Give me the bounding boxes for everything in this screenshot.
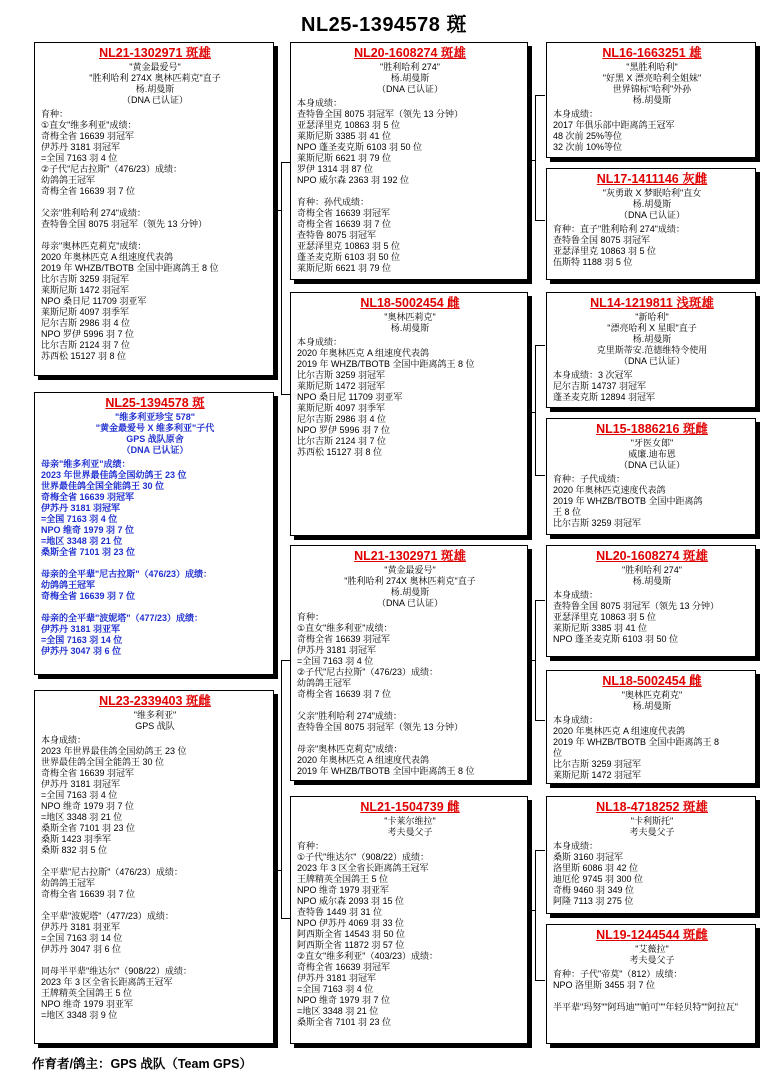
result-line: 父亲"胜利哈利 274"成绩： <box>41 208 146 218</box>
info-line: 杨.胡曼斯 <box>632 576 672 586</box>
info-line: GPS 战队 <box>135 721 175 731</box>
sire-card <box>34 42 274 376</box>
result-line: 本身成绩： <box>553 590 599 600</box>
result-line: NPO 伊苏丹 4069 羽 33 位 <box>297 918 405 928</box>
connector-line <box>535 220 545 221</box>
info-line: "卡利斯托" <box>630 816 674 826</box>
ring-number-title: NL21-1302971 斑雄 <box>99 46 211 60</box>
result-line: 奇梅全省 16639 羽 7 位 <box>41 591 136 601</box>
result-line: =地区 3348 羽 21 位 <box>41 536 123 546</box>
result-line: 2019 年 WHZB/TBOTB 全国中距离鸽王 8 位 <box>41 263 219 273</box>
result-line: 亚瑟泽里克 10863 羽 5 位 <box>553 612 657 622</box>
result-line: NPO 维奇 1979 羽亚军 <box>297 885 390 895</box>
info-line: 考夫曼父子 <box>387 827 433 837</box>
result-line <box>297 186 523 197</box>
connector-line <box>281 660 290 661</box>
result-line <box>297 700 523 711</box>
info-line: （DNA 已认证） <box>376 598 443 608</box>
info-line: 世界锦标"哈利"外孙 <box>612 84 692 94</box>
bird-info <box>553 188 751 221</box>
result-line: 2020 年奥林匹克 A 组速度代表鸽 <box>297 755 430 765</box>
info-line: 杨.胡曼斯 <box>390 587 430 597</box>
result-line: 苏西松 15127 羽 8 位 <box>41 351 127 361</box>
ring-number-title: NL25-1394578 斑 <box>105 396 205 410</box>
bird-info <box>297 312 523 334</box>
result-line: 奇梅全省 16639 羽冠军 <box>297 208 391 218</box>
bird-info <box>553 816 751 838</box>
ring-number-title: NL18-4718252 斑雄 <box>596 800 708 814</box>
result-line: 本身成绩： <box>553 841 599 851</box>
results-text <box>297 612 523 777</box>
result-line <box>41 558 269 569</box>
result-line: =全国 7163 羽 14 位 <box>41 933 123 943</box>
ancestor-card <box>546 670 756 784</box>
result-line: 奇梅全省 16639 羽 7 位 <box>297 219 392 229</box>
ancestor-card <box>546 292 756 408</box>
bird-info <box>553 312 751 367</box>
result-line: 比尔吉斯 2124 羽 7 位 <box>297 436 387 446</box>
result-line: 父亲"胜利哈利 274"成绩： <box>297 711 402 721</box>
result-line: =全国 7163 羽 4 位 <box>41 514 118 524</box>
result-line <box>41 230 269 241</box>
result-line: 查特鲁全国 8075 羽冠军（领先 13 分钟） <box>297 722 464 732</box>
ring-number-title: NL21-1504739 雌 <box>360 800 460 814</box>
result-line: 莱斯尼斯 6621 羽 79 位 <box>297 153 392 163</box>
results-text <box>553 370 751 403</box>
info-line: 杨.胡曼斯 <box>135 84 175 94</box>
result-line: NPO 罗伊 5996 羽 7 位 <box>297 425 391 435</box>
result-line: NPO 桑日尼 11709 羽亚军 <box>297 392 403 402</box>
result-line: 2020 年奥林匹克 A 组速度代表鸽 <box>553 726 686 736</box>
result-line: 比尔吉斯 3259 羽冠军 <box>297 370 386 380</box>
result-line: ②子代"尼古拉斯"（476/23）成绩： <box>41 164 182 174</box>
info-line: （DNA 已认证） <box>618 210 685 220</box>
ancestor-card <box>546 796 756 914</box>
results-text <box>297 337 523 458</box>
info-line: 杨.胡曼斯 <box>390 323 430 333</box>
result-line: 桑斯 832 羽 5 位 <box>41 845 108 855</box>
info-line: （DNA 已认证） <box>121 445 189 455</box>
result-line: 2019 年 WHZB/TBOTB 全国中距离鸽王 8 位 <box>297 359 475 369</box>
result-line: ①子代"维达尔"（908/22）成绩： <box>297 852 429 862</box>
result-line: 亚瑟泽里克 10863 羽 5 位 <box>297 120 401 130</box>
result-line: NPO 威尔森 2093 羽 15 位 <box>297 896 405 906</box>
result-line: 奇梅全省 16639 羽 7 位 <box>41 889 136 899</box>
result-line: 奇梅 9460 羽 349 位 <box>553 885 635 895</box>
bird-info <box>297 816 523 838</box>
result-line: 2023 年 3 区全省长距离鸽王冠军 <box>297 863 429 873</box>
result-line: 伊苏丹 3181 羽冠军 <box>41 142 121 152</box>
ring-number-title: NL14-1219811 浅斑雄 <box>590 296 714 310</box>
result-line: 比尔吉斯 3259 羽冠军 <box>41 274 130 284</box>
result-line: 2020 年奥林匹克 A 组速度代表鸽 <box>297 348 430 358</box>
bird-info <box>553 565 751 587</box>
grandsire-maternal-card <box>290 545 528 781</box>
bird-info <box>41 412 269 456</box>
result-line: 2019 年 WHZB/TBOTB 全国中距离鸽 <box>553 496 703 506</box>
result-line: 2017 年俱乐部中距离鸽王冠军 <box>553 120 675 130</box>
result-line: 蓬圣麦克斯 12894 羽冠军 <box>553 392 656 402</box>
result-line: 奇梅全省 16639 羽冠军 <box>41 492 135 502</box>
info-line: 杨.胡曼斯 <box>632 95 672 105</box>
results-text <box>553 224 751 268</box>
results-text <box>41 459 269 657</box>
dam-card <box>34 690 274 1044</box>
ancestor-card <box>546 42 756 158</box>
info-line: （DNA 已认证） <box>618 460 685 470</box>
results-text <box>553 969 751 1013</box>
result-line: 王 8 位 <box>553 507 582 517</box>
ancestor-card <box>546 418 756 535</box>
result-line: 世界最佳鸽全国全能鸽王 30 位 <box>41 757 165 767</box>
result-line: NPO 桑日尼 11709 羽亚军 <box>41 296 147 306</box>
result-line: 桑斯全省 7101 羽 23 位 <box>297 1017 392 1027</box>
ring-number-title: NL23-2339403 斑雌 <box>99 694 211 708</box>
result-line <box>297 733 523 744</box>
result-line: ②子代"尼古拉斯"（476/23）成绩： <box>297 667 438 677</box>
result-line: 伍斯特 1188 羽 5 位 <box>553 257 633 267</box>
result-line: 2023 年世界最佳鸽全国幼鸽王 23 位 <box>41 746 187 756</box>
connector-line <box>535 600 545 601</box>
info-line: （DNA 已认证） <box>376 84 443 94</box>
result-line: 母亲的全平辈"波妮塔"（477/23）成绩： <box>41 613 204 623</box>
result-line: 莱斯尼斯 6621 羽 79 位 <box>297 263 392 273</box>
result-line: 查特鲁全国 8075 羽冠军（领先 13 分钟） <box>41 219 208 229</box>
result-line: 本身成绩： <box>553 715 599 725</box>
result-line <box>553 991 751 1002</box>
result-line: NPO 罗伊 5996 羽 7 位 <box>41 329 135 339</box>
result-line: 尼尔吉斯 14737 羽冠军 <box>553 381 647 391</box>
result-line: 亚瑟泽里克 10863 羽 5 位 <box>553 246 657 256</box>
ancestor-card <box>546 924 756 1044</box>
result-line: 位 <box>553 748 563 758</box>
results-text <box>553 841 751 907</box>
result-line: 奇梅全省 16639 羽冠军 <box>297 634 391 644</box>
result-line: 伊苏丹 3181 羽冠军 <box>297 645 377 655</box>
ring-number-title: NL20-1608274 斑雄 <box>596 549 708 563</box>
result-line: NPO 蓬圣麦克斯 6103 羽 50 位 <box>297 142 423 152</box>
result-line: 迪厄伦 9745 羽 300 位 <box>553 874 644 884</box>
info-line: "漂亮哈利 X 星眼"直子 <box>607 323 697 333</box>
results-text <box>41 735 269 1021</box>
info-line: "维多利亚" <box>133 710 177 720</box>
result-line: 查特鲁全国 8075 羽冠军（领先 13 分钟） <box>297 109 464 119</box>
result-line: 本身成绩： <box>297 337 343 347</box>
result-line: 莱斯尼斯 1472 羽冠军 <box>297 381 386 391</box>
result-line: 蓬圣麦克斯 6103 羽 50 位 <box>297 252 401 262</box>
result-line: 本身成绩： <box>297 98 343 108</box>
result-line: ①直女"维多利亚"成绩： <box>297 623 393 633</box>
result-line: 母亲的全平辈"尼古拉斯"（476/23）成绩： <box>41 569 213 579</box>
result-line: 育种：直子"胜利哈利 274"成绩： <box>553 224 685 234</box>
result-line: 奇梅全省 16639 羽冠军 <box>41 768 135 778</box>
result-line: 伊苏丹 3181 羽亚军 <box>41 624 121 634</box>
ring-number-title: NL18-5002454 雌 <box>360 296 460 310</box>
result-line: 2023 年 3 区全省长距离鸽王冠军 <box>41 977 173 987</box>
result-line: NPO 维奇 1979 羽 7 位 <box>41 525 135 535</box>
connector-line <box>535 345 536 475</box>
result-line: 桑斯 3160 羽冠军 <box>553 852 624 862</box>
info-line: 杨.胡曼斯 <box>632 199 672 209</box>
connector-line <box>281 162 290 163</box>
result-line: 伊苏丹 3181 羽冠军 <box>41 503 121 513</box>
ring-number-title: NL21-1302971 斑雄 <box>354 549 466 563</box>
result-line: NPO 威尔森 2363 羽 192 位 <box>297 175 410 185</box>
connector-line <box>535 95 545 96</box>
result-line: 32 次前 10%等位 <box>553 142 623 152</box>
result-line: 查特鲁 8075 羽冠军 <box>297 230 377 240</box>
result-line: =全国 7163 羽 4 位 <box>297 984 374 994</box>
info-line: （DNA 已认证） <box>121 95 188 105</box>
ring-number-title: NL15-1886216 斑雌 <box>596 422 708 436</box>
result-line: 2019 年 WHZB/TBOTB 全国中距离鸽王 8 <box>553 737 720 747</box>
info-line: "黄金最爱号 X 维多利亚"子代 <box>95 423 215 433</box>
info-line: "黄金最爱号" <box>384 565 436 575</box>
bird-info <box>553 438 751 471</box>
result-line: 奇梅全省 16639 羽 7 位 <box>41 186 136 196</box>
info-line: "胜利哈利 274" <box>622 565 682 575</box>
connector-line <box>535 720 545 721</box>
result-line: =地区 3348 羽 21 位 <box>41 812 123 822</box>
result-line: 2019 年 WHZB/TBOTB 全国中距离鸽王 8 位 <box>297 766 475 776</box>
ring-number-title: NL20-1608274 斑雄 <box>354 46 466 60</box>
info-line: 威廉.迪布恩 <box>628 449 676 459</box>
result-line: 幼鸽鸽王冠军 <box>297 678 352 688</box>
result-line: =全国 7163 羽 4 位 <box>41 790 118 800</box>
ring-number-title: NL19-1244544 斑雌 <box>596 928 708 942</box>
result-line: 本身成绩： <box>553 109 599 119</box>
result-line: =地区 3348 羽 9 位 <box>41 1010 118 1020</box>
result-line: 伊苏丹 3047 羽 6 位 <box>41 944 122 954</box>
bird-info <box>41 62 269 106</box>
connector-line <box>535 95 536 220</box>
result-line: 比尔吉斯 3259 羽冠军 <box>553 759 642 769</box>
result-line: 罗伊 1314 羽 87 位 <box>297 164 374 174</box>
result-line: 莱斯尼斯 3385 羽 41 位 <box>297 131 392 141</box>
result-line: 伊苏丹 3181 羽冠军 <box>41 779 121 789</box>
info-line: "奥林匹克莉克" <box>621 690 683 700</box>
breeder-footer: 作育者/鸽主：GPS 战队（Team GPS） <box>32 1057 252 1071</box>
result-line: 莱斯尼斯 1472 羽冠军 <box>553 770 642 780</box>
result-line: 半平辈"玛努""阿玛迪""帕可""年轻贝特""阿拉瓦" <box>553 1002 738 1012</box>
bird-info <box>41 710 269 732</box>
result-line: 洛里斯 6086 羽 42 位 <box>553 863 639 873</box>
result-line: 莱斯尼斯 4097 羽季军 <box>41 307 130 317</box>
ring-number-title: NL18-5002454 雌 <box>602 674 702 688</box>
bird-info <box>553 944 751 966</box>
result-line: 比尔吉斯 3259 羽冠军 <box>553 518 642 528</box>
connector-line <box>281 918 290 919</box>
info-line: "奥林匹莉克" <box>384 312 436 322</box>
info-line: "艾薇拉" <box>635 944 669 954</box>
info-line: "好黑 X 漂亮哈利全姐妹" <box>602 73 702 83</box>
result-line: 育种： <box>297 612 325 622</box>
info-line: "维多利亚珍宝 578" <box>114 412 196 422</box>
results-text <box>553 590 751 645</box>
result-line: 桑斯 1423 羽季军 <box>41 834 112 844</box>
info-line: "卡莱尔维拉" <box>384 816 436 826</box>
result-line: NPO 维奇 1979 羽 7 位 <box>41 801 135 811</box>
info-line: 考夫曼父子 <box>629 955 675 965</box>
info-line: "新哈利" <box>635 312 669 322</box>
result-line: 2020 年奥林匹克 A 组速度代表鸽 <box>41 252 174 262</box>
result-line: ①直女"维多利亚"成绩： <box>41 120 137 130</box>
results-text <box>297 98 523 274</box>
info-line: "胜利哈利 274" <box>380 62 440 72</box>
result-line: 王牌精英全国鸽王 5 位 <box>297 874 389 884</box>
result-line: 幼鸽鸽王冠军 <box>41 580 96 590</box>
result-line: 奇梅全省 16639 羽冠军 <box>41 131 135 141</box>
result-line: 全平辈"波妮塔"（477/23）成绩： <box>41 911 174 921</box>
result-line: 2023 年世界最佳鸽全国幼鸽王 23 位 <box>41 470 187 480</box>
connector-line <box>535 600 536 720</box>
info-line: "灰勇敢 X 梦眠哈利"直女 <box>602 188 702 198</box>
result-line: =全国 7163 羽 4 位 <box>297 656 374 666</box>
granddam-paternal-card <box>290 292 528 536</box>
result-line <box>41 856 269 867</box>
result-line: NPO 维奇 1979 羽亚军 <box>41 999 134 1009</box>
result-line: 查特鲁 1449 羽 31 位 <box>297 907 383 917</box>
subject-card <box>34 392 274 675</box>
info-line: "胜利哈利 274X 奥林匹莉克"直子 <box>89 73 221 83</box>
result-line: 奇梅全省 16639 羽冠军 <box>297 962 391 972</box>
connector-line <box>535 475 545 476</box>
info-line: 考夫曼父子 <box>629 827 675 837</box>
result-line: 尼尔吉斯 2986 羽 4 位 <box>41 318 131 328</box>
result-line: 母亲"奥林匹克莉克"成绩： <box>297 744 403 754</box>
info-line: 杨.胡曼斯 <box>632 701 672 711</box>
connector-line <box>281 162 282 394</box>
info-line: "胜利哈利 274X 奥林匹莉克"直子 <box>344 576 476 586</box>
result-line: 全平辈"尼古拉斯"（476/23）成绩： <box>41 867 183 877</box>
ring-number-title: NL16-1663251 雄 <box>602 46 702 60</box>
result-line: 奇梅全省 16639 羽 7 位 <box>297 689 392 699</box>
connector-line <box>281 394 290 395</box>
result-line: NPO 维奇 1979 羽 7 位 <box>297 995 391 1005</box>
result-line: 尼尔吉斯 2986 羽 4 位 <box>297 414 387 424</box>
ancestor-card <box>546 168 756 280</box>
result-line: 苏西松 15127 羽 8 位 <box>297 447 383 457</box>
connector-line <box>535 850 536 980</box>
result-line: 育种： <box>41 109 69 119</box>
result-line: 桑斯全省 7101 羽 23 位 <box>41 547 136 557</box>
connector-line <box>281 660 282 918</box>
result-line: 本身成绩： <box>41 735 87 745</box>
result-line: 莱斯尼斯 3385 羽 41 位 <box>553 623 648 633</box>
granddam-maternal-card <box>290 796 528 1044</box>
result-line: 48 次前 25%等位 <box>553 131 623 141</box>
info-line: 杨.胡曼斯 <box>632 334 672 344</box>
connector-line <box>535 345 545 346</box>
connector-line <box>535 850 545 851</box>
result-line: 莱斯尼斯 1472 羽冠军 <box>41 285 130 295</box>
result-line <box>41 197 269 208</box>
info-line: "牙医女郎" <box>630 438 674 448</box>
result-line: 阿隆 7113 羽 275 位 <box>553 896 634 906</box>
results-text <box>297 841 523 1028</box>
result-line: 本身成绩：3 次冠军 <box>553 370 633 380</box>
result-line: =全国 7163 羽 14 位 <box>41 635 123 645</box>
info-line: GPS 战队原舍 <box>126 434 184 444</box>
result-line: ②直女"维多利亚"（403/23）成绩： <box>297 951 438 961</box>
result-line <box>41 955 269 966</box>
result-line: NPO 洛里斯 3455 羽 7 位 <box>553 980 656 990</box>
result-line: 育种： <box>297 841 325 851</box>
result-line: 查特鲁全国 8075 羽冠军 <box>553 235 651 245</box>
page-title: NL25-1394578 斑 <box>301 14 467 36</box>
result-line: 比尔吉斯 2124 羽 7 位 <box>41 340 131 350</box>
info-line: （DNA 已认证） <box>618 356 685 366</box>
result-line: 桑斯全省 7101 羽 23 位 <box>41 823 136 833</box>
result-line: 幼鸽鸽王冠军 <box>41 175 96 185</box>
result-line: =地区 3348 羽 21 位 <box>297 1006 379 1016</box>
result-line: 莱斯尼斯 4097 羽季军 <box>297 403 386 413</box>
result-line: 亚瑟泽里克 10863 羽 5 位 <box>297 241 401 251</box>
ring-number-title: NL17-1411146 灰雌 <box>596 172 708 186</box>
result-line: 同母半平辈"维达尔"（908/22）成绩： <box>41 966 192 976</box>
result-line: 阿西斯全省 14543 羽 50 位 <box>297 929 406 939</box>
result-line: 育种：子代成绩： <box>553 474 626 484</box>
bird-info <box>553 62 751 106</box>
bird-info <box>297 62 523 95</box>
info-line: 杨.胡曼斯 <box>390 73 430 83</box>
result-line: 王牌精英全国鸽王 5 位 <box>41 988 133 998</box>
result-line: 2020 年奥林匹克速度代表鸽 <box>553 485 666 495</box>
bird-info <box>297 565 523 609</box>
info-line: 克里斯蒂安.范德维特令使用 <box>596 345 708 355</box>
connector-line <box>535 980 545 981</box>
result-line <box>41 602 269 613</box>
grandsire-paternal-card <box>290 42 528 280</box>
result-line <box>41 900 269 911</box>
result-line: 幼鸽鸽王冠军 <box>41 878 96 888</box>
ancestor-card <box>546 545 756 657</box>
info-line: "黄金最爱号" <box>129 62 181 72</box>
result-line: 育种：孙代成绩： <box>297 197 370 207</box>
result-line: 母亲"奥林匹克莉克"成绩： <box>41 241 147 251</box>
results-text <box>553 474 751 529</box>
result-line: 母亲"维多利亚"成绩： <box>41 459 131 469</box>
result-line: 育种：子代"帝莫"（812）成绩： <box>553 969 683 979</box>
result-line: 查特鲁全国 8075 羽冠军（领先 13 分钟） <box>553 601 720 611</box>
result-line: 世界最佳鸽全国全能鸽王 30 位 <box>41 481 165 491</box>
results-text <box>553 715 751 781</box>
result-line: 伊苏丹 3181 羽亚军 <box>41 922 121 932</box>
results-text <box>553 109 751 153</box>
result-line: 阿西斯全省 11872 羽 57 位 <box>297 940 405 950</box>
result-line: 伊苏丹 3047 羽 6 位 <box>41 646 122 656</box>
bird-info <box>553 690 751 712</box>
results-text <box>41 109 269 362</box>
info-line: "黑胜利哈利" <box>626 62 678 72</box>
result-line: =全国 7163 羽 4 位 <box>41 153 118 163</box>
result-line: 伊苏丹 3181 羽冠军 <box>297 973 377 983</box>
result-line: NPO 蓬圣麦克斯 6103 羽 50 位 <box>553 634 679 644</box>
